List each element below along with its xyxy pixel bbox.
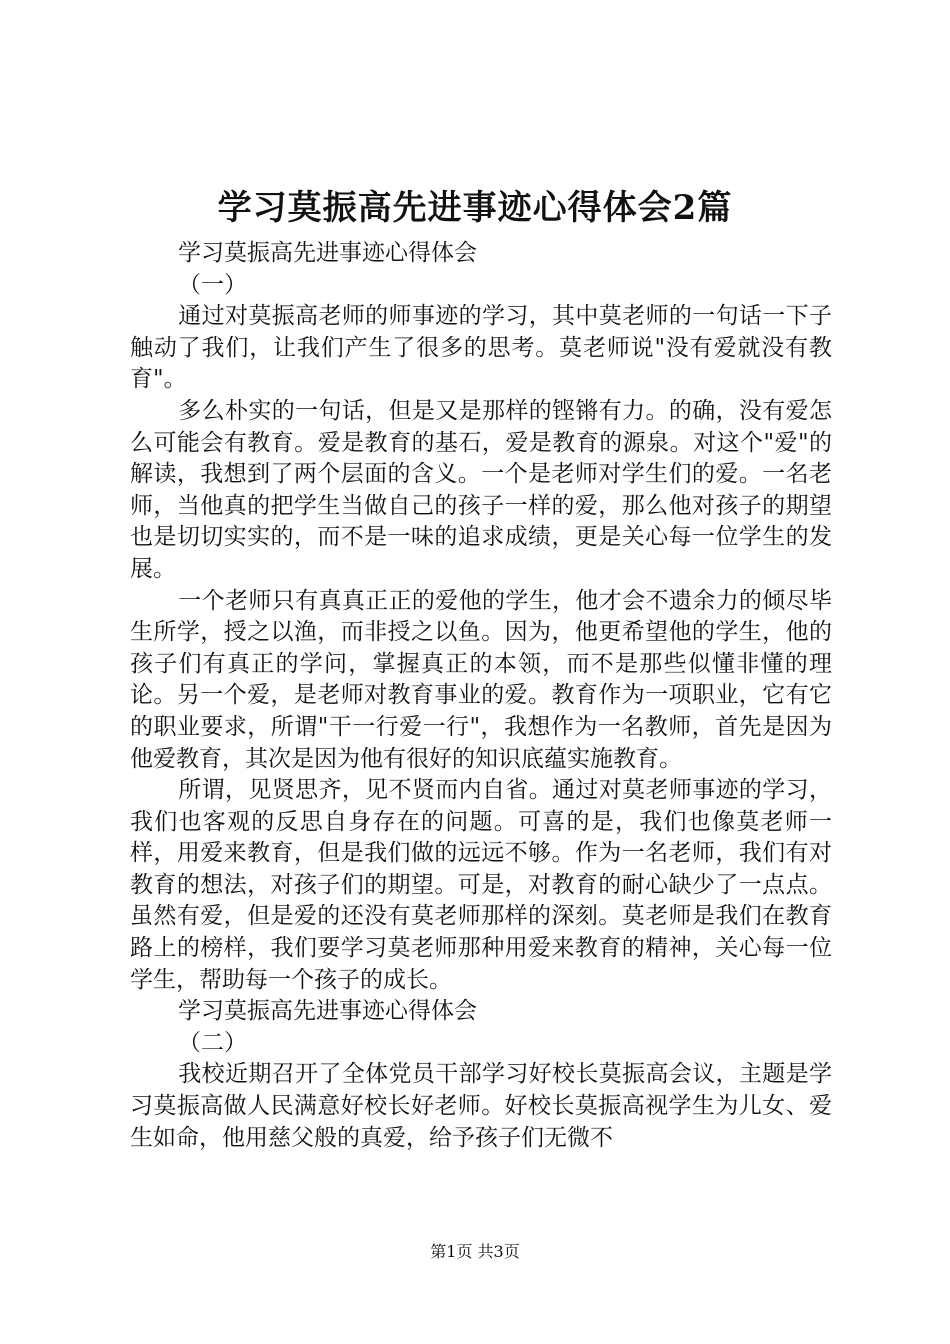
section-1-paragraph: 所谓，见贤思齐，见不贤而内自省。通过对莫老师事迹的学习，我们也客观的反思自身存在的问题。可喜的是，我们也像莫老师一样，用爱来教育，但是我们做的远远不够。作为一名老师，我们有对教育的想法，对孩子们的期望。可是，对教育的耐心缺少了一点点。虽然有爱，但是爱的还没有莫老师那样的深刻。莫老师是我们在教育路上的榜样，我们要学习莫老师那种用爱来教育的精神，关心每一位学生，帮助每一个孩子的成长。	[130, 777, 832, 993]
section-1-paragraph: 通过对莫振高老师的师事迹的学习，其中莫老师的一句话一下子触动了我们，让我们产生了很多的思考。莫老师说"没有爱就没有教育"。	[130, 303, 832, 393]
section-1-label: （一）	[178, 271, 247, 298]
section-1-paragraph: 一个老师只有真真正正的爱他的学生，他才会不遗余力的倾尽毕生所学，授之以渔，而非授之以鱼。因为，他更希望他的学生，他的孩子们有真正的学问，掌握真正的本领，而不是那些似懂非懂的理论。另一个爱，是老师对教育事业的爱。教育作为一项职业，它有它的职业要求，所谓"干一行爱一行"，我想作为一名教师，首先是因为他爱教育，其次是因为他有很好的知识底蕴实施教育。	[130, 587, 832, 772]
section-2-paragraph: 我校近期召开了全体党员干部学习好校长莫振高会议，主题是学习莫振高做人民满意好校长好老师。好校长莫振高视学生为儿女、爱生如命，他用慈父般的真爱，给予孩子们无微不	[130, 1061, 832, 1151]
section-2-label: （二）	[178, 1029, 247, 1056]
section-1-paragraph: 多么朴实的一句话，但是又是那样的铿锵有力。的确，没有爱怎么可能会有教育。爱是教育的基石，爱是教育的源泉。对这个"爱"的解读，我想到了两个层面的含义。一个是老师对学生们的爱。一名老师，当他真的把学生当做自己的孩子一样的爱，那么他对孩子的期望也是切切实实的，而不是一味的追求成绩，更是关心每一位学生的发展。	[130, 397, 832, 582]
section-2-heading: 学习莫振高先进事迹心得体会	[178, 998, 477, 1025]
document-body	[130, 238, 832, 1154]
page-number-footer: 第1页 共3页	[430, 1242, 520, 1261]
section-1-heading: 学习莫振高先进事迹心得体会	[178, 240, 477, 266]
document-title: 学习莫振高先进事迹心得体会2篇	[217, 188, 733, 228]
